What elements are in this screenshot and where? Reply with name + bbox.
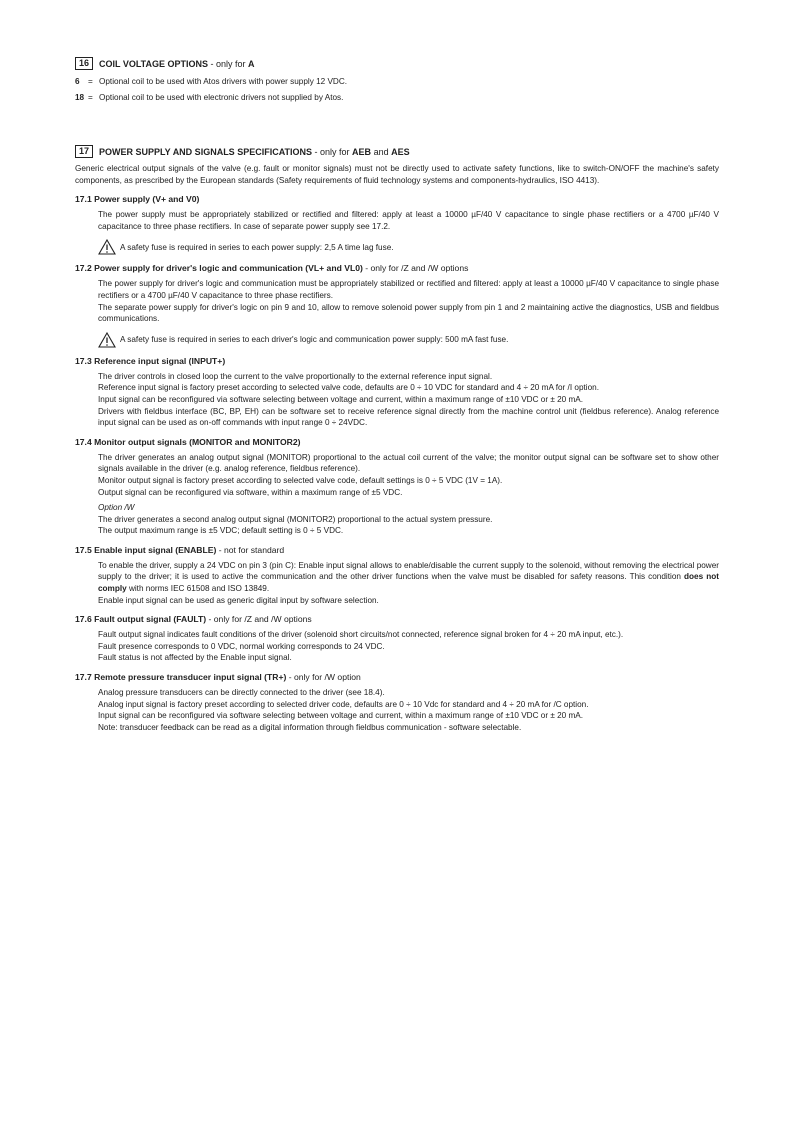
subsection-17-7-body bbox=[98, 687, 719, 733]
section-16-heading bbox=[75, 57, 719, 70]
paragraph: Analog pressure transducers can be directly connected to the driver (see 18.4). bbox=[98, 688, 385, 698]
warning-text: A safety fuse is required in series to each power supply: 2,5 A time lag fuse. bbox=[120, 242, 394, 252]
paragraph: Drivers with fieldbus interface (BC, BP, EH) can be software set to receive reference signal directly from the machine control unit (fieldbus reference). Analog reference input signal can be used as on-off commands with input range 0 ÷ 24VDC. bbox=[98, 406, 719, 428]
subsection-17-2-suffix: - only for /Z and /W options bbox=[362, 263, 469, 274]
paragraph: The driver generates an analog output signal (MONITOR) proportional to the actual coil current of the valve; the monitor output signal can be software set to show other signals available in the driver (e.g. analog reference, fieldbus reference). bbox=[98, 452, 719, 474]
paragraph: The output maximum range is ±5 VDC; default setting is 0 ÷ 5 VDC. bbox=[98, 526, 344, 536]
subsection-17-5-body bbox=[98, 560, 719, 606]
paragraph: The separate power supply for driver's logic on pin 9 and 10, allow to remove solenoid power supply from pin 1 and 2 maintaining active the diagnostics, USB and fieldbus communications. bbox=[98, 302, 719, 324]
coil-options-list bbox=[75, 76, 719, 103]
paragraph: Fault presence corresponds to 0 VDC, normal working corresponds to 24 VDC. bbox=[98, 641, 385, 651]
section-17-heading bbox=[75, 145, 719, 158]
paragraph: Note: transducer feedback can be read as a digital information through fieldbus communication - software selectable. bbox=[98, 722, 522, 732]
subsection-17-5-heading bbox=[75, 545, 719, 556]
coil-code: 6 bbox=[75, 77, 80, 86]
paragraph: Analog input signal is factory preset according to selected driver code, defaults are 0 ÷ 10 Vdc for standard and 4 ÷ 20 mA for /C option. bbox=[98, 699, 589, 709]
section-17-suffix: - only for bbox=[312, 146, 353, 157]
subsection-17-3-title: 17.3 Reference input signal (INPUT+) bbox=[75, 355, 226, 366]
paragraph: Reference input signal is factory preset according to selected valve code, defaults are 0 ÷ 10 VDC for standard and 4 ÷ 20 mA for /I option. bbox=[98, 383, 599, 393]
section-16-option: A bbox=[248, 58, 255, 69]
subsection-17-3-body bbox=[98, 371, 719, 429]
subsection-17-2-title: 17.2 Power supply for driver's logic and communication (VL+ and VL0) bbox=[75, 263, 363, 274]
section-16-number: 16 bbox=[75, 57, 93, 70]
section-17-and: and bbox=[371, 146, 392, 157]
paragraph: Input signal can be reconfigured via software selecting between voltage and current, within a maximum range of ±10 VDC or ± 20 mA. bbox=[98, 711, 584, 721]
section-17-option-aes: AES bbox=[391, 146, 410, 157]
text-run: To enable the driver, supply a 24 VDC on pin 3 (pin C): Enable input signal allows to enable/disable the current supply to the solenoid, without removing the electrical power supply to the driver; it is used to active the communication and the other driver functions when the valve must be disabled for safety reasons. This condition bbox=[98, 560, 719, 582]
subsection-17-1-body bbox=[98, 209, 719, 232]
paragraph: Input signal can be reconfigured via software selecting between voltage and current, within a maximum range of ±10 VDC or ± 20 mA. bbox=[98, 394, 584, 404]
coil-text: Optional coil to be used with Atos drivers with power supply 12 VDC. bbox=[99, 77, 348, 86]
warning-text: A safety fuse is required in series to each driver's logic and communication power supply: 500 mA fast fuse. bbox=[120, 335, 509, 345]
warning-icon bbox=[98, 239, 116, 255]
list-item bbox=[75, 76, 719, 87]
paragraph bbox=[98, 560, 719, 595]
option-label: Option /W bbox=[98, 503, 135, 513]
text-run: with norms IEC 61508 and ISO 13849. bbox=[126, 584, 270, 594]
paragraph: Fault status is not affected by the Enable input signal. bbox=[98, 653, 292, 663]
fuse-warning bbox=[98, 332, 719, 348]
paragraph: The power supply for driver's logic and communication must be appropriately stabilized or rectified and filtered: apply at least a 10000 µF/40 V capacitance to single phase rectifiers or a 4700 µF/40 V capacitance to three phase rectifiers. bbox=[98, 279, 719, 300]
list-item bbox=[75, 92, 719, 103]
subsection-17-2-body bbox=[98, 278, 719, 324]
subsection-17-5-title: 17.5 Enable input signal (ENABLE) bbox=[75, 544, 217, 555]
subsection-17-6-suffix: - only for /Z and /W options bbox=[206, 614, 312, 625]
paragraph: Fault output signal indicates fault conditions of the driver (solenoid short circuits/not connected, reference signal broken for 4 ÷ 20 mA input, etc.). bbox=[98, 630, 624, 640]
subsection-17-6-body bbox=[98, 629, 719, 664]
emphasis: does not comply bbox=[98, 572, 719, 594]
datasheet-page bbox=[75, 57, 719, 733]
subsection-17-6-title: 17.6 Fault output signal (FAULT) bbox=[75, 614, 207, 625]
paragraph: Monitor output signal is factory preset according to selected valve code, default settings is 0 ÷ 5 VDC (1V = 1A). bbox=[98, 475, 503, 485]
subsection-17-4-body bbox=[98, 452, 719, 537]
fuse-warning bbox=[98, 239, 719, 255]
subsection-17-7-heading bbox=[75, 672, 719, 683]
section-17-intro: Generic electrical output signals of the valve (e.g. fault or monitor signals) must not be directly used to activate safety functions, like to switch-ON/OFF the machine's safety components, as prescribed by the European standards (Safety requirements of fluid technology systems and components-hydraulics, ISO 4413). bbox=[75, 164, 719, 185]
subsection-17-6-heading bbox=[75, 614, 719, 625]
coil-eq: = bbox=[88, 93, 93, 102]
subsection-17-7-title: 17.7 Remote pressure transducer input signal (TR+) bbox=[75, 672, 287, 683]
section-16-suffix: - only for bbox=[208, 58, 249, 69]
paragraph: The power supply must be appropriately stabilized or rectified and filtered: apply at least a 10000 µF/40 V capacitance to single phase rectifiers or a 4700 µF/40 V capacitance to three phase rectifiers. In case of separate power supply see 17.2. bbox=[98, 210, 719, 231]
subsection-17-1-title: 17.1 Power supply (V+ and V0) bbox=[75, 194, 200, 205]
coil-text: Optional coil to be used with electronic drivers not supplied by Atos. bbox=[99, 93, 344, 102]
subsection-17-7-suffix: - only for /W option bbox=[286, 672, 361, 683]
paragraph: Enable input signal can be used as generic digital input by software selection. bbox=[98, 595, 379, 605]
section-17-title: POWER SUPPLY AND SIGNALS SPECIFICATIONS bbox=[99, 146, 313, 157]
paragraph: The driver generates a second analog output signal (MONITOR2) proportional to the actual system pressure. bbox=[98, 514, 493, 524]
section-17-option-aeb: AEB bbox=[352, 146, 372, 157]
subsection-17-4-title: 17.4 Monitor output signals (MONITOR and MONITOR2) bbox=[75, 436, 301, 447]
section-17-number: 17 bbox=[75, 145, 93, 158]
section-16-title: COIL VOLTAGE OPTIONS bbox=[99, 58, 209, 69]
subsection-17-2-heading bbox=[75, 263, 719, 274]
subsection-17-5-suffix: - not for standard bbox=[216, 544, 285, 555]
paragraph: The driver controls in closed loop the current to the valve proportionally to the external reference input signal. bbox=[98, 371, 493, 381]
coil-eq: = bbox=[88, 77, 93, 86]
warning-icon bbox=[98, 332, 116, 348]
paragraph: Output signal can be reconfigured via software, within a maximum range of ±5 VDC. bbox=[98, 487, 403, 497]
coil-code: 18 bbox=[75, 93, 85, 102]
